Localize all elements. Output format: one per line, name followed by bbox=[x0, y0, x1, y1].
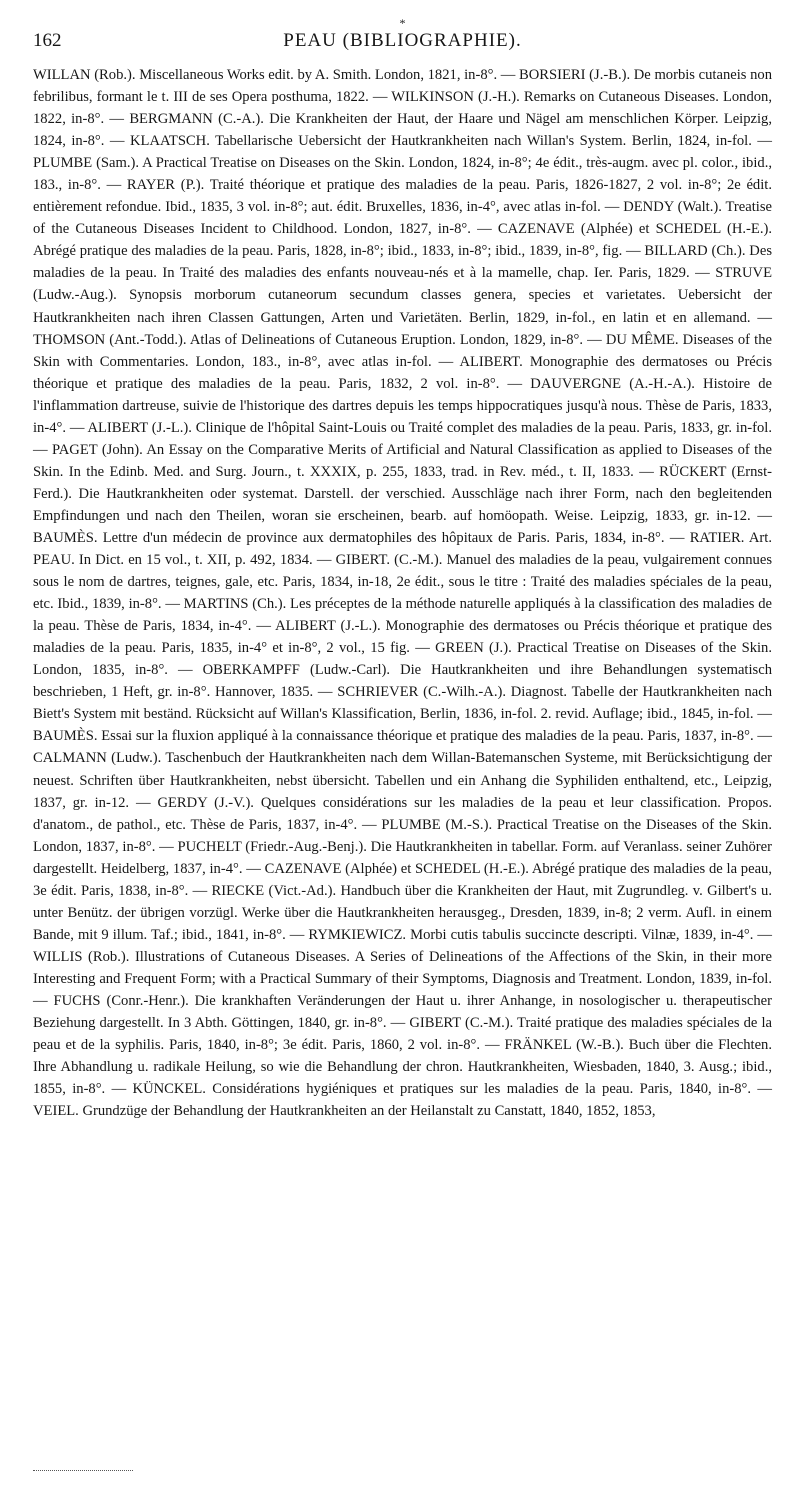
footer-divider bbox=[33, 1470, 133, 1471]
header-mark: * bbox=[399, 16, 406, 30]
page-number: 162 bbox=[33, 30, 62, 51]
running-title: PEAU (BIBLIOGRAPHIE). bbox=[283, 30, 522, 51]
bibliography-text: WILLAN (Rob.). Miscellaneous Works edit. by A. Smith. London, 1821, in-8°. — BORSIERI (J.-B.). De morbis cutaneis non febrilibus, formant le t. III de ses Opera posthuma, 1822. — WILKINSON (J.-H.). Remarks on Cutaneous Diseases. London, 1822, in-8°. — BERGMANN (C.-A.). Die Krankheiten der Haut, der Haare und Nägel am menschlichen Körper. Leipzig, 1824, in-8°. — KLAATSCH. Tabellarische Uebersicht der Hautkrankheiten nach Willan's System. Berlin, 1824, in-fol. — PLUMBE (Sam.). A Practical Treatise on Diseases on the Skin. London, 1824, in-8°; 4e édit., très-augm. avec pl. color., ibid., 183., in-8°. — RAYER (P.). Traité théorique et pratique des maladies de la peau. Paris, 1826-1827, 2 vol. in-8°; 2e édit. entièrement refondue. Ibid., 1835, 3 vol. in-8°; aut. édit. Bruxelles, 1836, in-4°, avec atlas in-fol. — DENDY (Walt.). Treatise of the Cutaneous Diseases Incident to Childhood. London, 1827, in-8°. — CAZENAVE (Alphée) et SCHEDEL (H.-E.). Abrégé pratique des maladies de la peau. Paris, 1828, in-8°; ibid., 1833, in-8°; ibid., 1839, in-8°, fig. — BILLARD (Ch.). Des maladies de la peau. In Traité des maladies des enfants nouveau-nés et à la mamelle, chap. Ier. Paris, 1829. — STRUVE (Ludw.-Aug.). Synopsis morborum cutaneorum secundum classes genera, species et varietates. Uebersicht der Hautkrankheiten nach ihren Classen Gattungen, Arten und Varietäten. Berlin, 1829, in-fol., en latin et en allemand. — THOMSON (Ant.-Todd.). Atlas of Delineations of Cutaneous Eruption. London, 1829, in-8°. — DU MÊME. Diseases of the Skin with Commentaries. London, 183., in-8°, avec atlas in-fol. — ALIBERT. Monographie des dermatoses ou Précis théorique et pratique des maladies de la peau. Paris, 1832, 2 vol. in-8°. — DAUVERGNE (A.-H.-A.). Histoire de l'inflammation dartreuse, suivie de l'historique des dartres depuis les temps hippocratiques jusqu'à nous. Thèse de Paris, 1833, in-4°. — ALIBERT (J.-L.). Clinique de l'hôpital Saint-Louis ou Traité complet des maladies de la peau. Paris, 1833, gr. in-fol. — PAGET (John). An Essay on the Comparative Merits of Artificial and Natural Classification as applied to Diseases of the Skin. In the Edinb. Med. and Surg. Journ., t. XXXIX, p. 255, 1833, trad. in Rev. méd., t. II, 1833. — RÜCKERT (Ernst-Ferd.). Die Hautkrankheiten oder systemat. Darstell. der verschied. Ausschläge nach ihrer Form, nach den begleitenden Empfindungen und nach den Theilen, woran sie erscheinen, bearb. auf homöopath. Weise. Leipzig, 1833, gr. in-12. — BAUMÈS. Lettre d'un médecin de province aux dermatophiles des hôpitaux de Paris. Paris, 1834, in-8°. — RATIER. Art. PEAU. In Dict. en 15 vol., t. XII, p. 492, 1834. — GIBERT. (C.-M.). Manuel des maladies de la peau, vulgairement connues sous le nom de dartres, teignes, gale, etc. Paris, 1834, in-18, 2e édit., sous le titre : Traité des maladies spéciales de la peau, etc. Ibid., 1839, in-8°. — MARTINS (Ch.). Les préceptes de la méthode naturelle appliqués à la classification des maladies de la peau. Thèse de Paris, 1834, in-4°. — ALIBERT (J.-L.). Monographie des dermatoses ou Précis théorique et pratique des maladies de la peau. Paris, 1835, in-4° et in-8°, 2 vol., 15 fig. — GREEN (J.). Practical Treatise on Diseases of the Skin. London, 1835, in-8°. — OBERKAMPFF (Ludw.-Carl). Die Hautkrankheiten und ihre Behandlungen systematisch beschrieben, 1 Heft, gr. in-8°. Hannover, 1835. — SCHRIEVER (C.-Wilh.-A.). Diagnost. Tabelle der Hautkrankheiten nach Biett's System mit beständ. Rücksicht auf Willan's Klassification, Berlin, 1836, in-fol. 2. revid. Auflage; ibid., 1845, in-fol. — BAUMÈS. Essai sur la fluxion appliqué à la connaissance théorique et pratique des maladies de la peau. Paris, 1837, in-8°. — CALMANN (Ludw.). Taschenbuch der Hautkrankheiten nach dem Willan-Batemanschen Systeme, mit Berücksichtigung der neuest. Schriften über Hautkrankheiten, nebst übersicht. Tabellen und ein Anhang die Syphiliden enthaltend, etc., Leipzig, 1837, gr. in-12. — GERDY (J.-V.). Quelques considérations sur les maladies de la peau et leur classification. Propos. d'anatom., de pathol., etc. Thèse de Paris, 1837, in-4°. — PLUMBE (M.-S.). Practical Treatise on the Diseases of the Skin. London, 1837, in-8°. — PUCHELT (Friedr.-Aug.-Benj.). Die Hautkrankheiten in tabellar. Form. auf Veranlass. seiner Zuhörer dargestellt. Heidelberg, 1837, in-4°. — CAZENAVE (Alphée) et SCHEDEL (H.-E.). Abrégé pratique des maladies de la peau, 3e édit. Paris, 1838, in-8°. — RIECKE (Vict.-Ad.). Handbuch über die Krankheiten der Haut, mit Zugrundleg. v. Gilbert's u. unter Benütz. der übrigen vorzügl. Werke über die Hautkrankheiten herausgeg., Dresden, 1839, in-8; 2 verm. Aufl. in einem Bande, mit 9 illum. Taf.; ibid., 1841, in-8°. — RYMKIEWICZ. Morbi cutis tabulis succincte descripti. Vilnæ, 1839, in-4°. — WILLIS (Rob.). Illustrations of Cutaneous Diseases. A Series of Delineations of the Affections of the Skin, in their more Interesting and Frequent Form; with a Practical Summary of their Symptoms, Diagnosis and Treatment. London, 1839, in-fol. — FUCHS (Conr.-Henr.). Die krankhaften Veränderungen der Haut u. ihrer Anhange, in nosologischer u. therapeutischer Beziehung dargestellt. In 3 Abth. Göttingen, 1840, gr. in-8°. — GIBERT (C.-M.). Traité pratique des maladies spéciales de la peau et de la syphilis. Paris, 1840, in-8°; 3e édit. Paris, 1860, 2 vol. in-8°. — FRÄNKEL (W.-B.). Buch über die Flechten. Ihre Abhandlung u. radikale Heilung, so wie die Behandlung der chron. Hautkrankheiten, Wiesbaden, 1840, 3. Ausg.; ibid., 1855, in-8°. — KÜNCKEL. Considérations hygiéniques et pratiques sur les maladies de la peau. Paris, 1840, in-8°. — VEIEL. Grundzüge der Behandlung der Hautkrankheiten an der Heilanstalt zu Canstatt, 1840, 1852, 1853, bbox=[33, 67, 772, 1120]
page-header bbox=[33, 16, 772, 60]
